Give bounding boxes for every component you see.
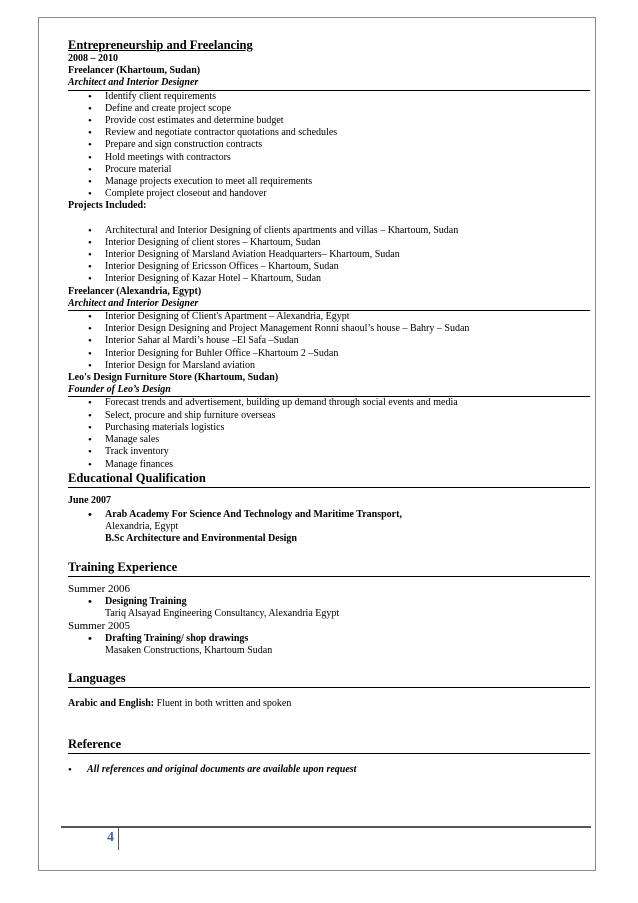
training-list (68, 596, 590, 608)
list-item: • Interior Sahar al Mardi’s house –El Safa –Sudan (68, 335, 590, 347)
languages-label: Arabic and English: (68, 698, 155, 710)
education-list (68, 509, 590, 521)
years: 2008 – 2010 (68, 53, 118, 64)
section-title-languages: Languages (68, 671, 590, 688)
list-item: • Interior Design for Marsland aviation (68, 360, 590, 372)
list-item: • Manage sales (68, 434, 590, 446)
languages-value: Fluent in both written and spoken (156, 698, 292, 710)
list-item: • Interior Designing of Marsland Aviation Headquarters– Khartoum, Sudan (68, 249, 590, 261)
list-item: • Select, procure and ship furniture overseas (68, 410, 590, 422)
list-item: • Define and create project scope (68, 103, 590, 115)
list-item: • Complete project closeout and handover (68, 188, 590, 200)
training-org: Tariq Alsayad Engineering Consultancy, Alexandria Egypt (105, 607, 340, 619)
training-org: Masaken Constructions, Khartoum Sudan (105, 645, 273, 657)
education-degree: B.Sc Architecture and Environmental Design (105, 533, 297, 545)
list-item: • Interior Designing of Client's Apartment – Alexandria, Egypt (68, 311, 590, 323)
role2-heading: Freelancer (Alexandria, Egypt) (68, 285, 202, 297)
list-item: • Manage finances (68, 459, 590, 471)
list-item: • Interior Design Designing and Project Management Ronni shaoul’s house – Bahry – Sudan (68, 323, 590, 335)
section-title-education: Educational Qualification (68, 471, 590, 488)
list-item: • Prepare and sign construction contracts (68, 139, 590, 151)
education-date: June 2007 (68, 494, 112, 506)
training-name: • Drafting Training/ shop drawings (68, 633, 590, 645)
projects-heading: Projects Included: (68, 200, 147, 212)
education-location: Alexandria, Egypt (105, 521, 179, 533)
projects-list (68, 225, 590, 286)
training-list (68, 633, 590, 645)
role3-position: Founder of Leo’s Design (68, 384, 590, 397)
list-item: • Provide cost estimates and determine budget (68, 115, 590, 127)
role2-position: Architect and Interior Designer (68, 298, 590, 311)
list-item: • Interior Designing of Ericsson Offices – Khartoum, Sudan (68, 261, 590, 273)
list-item: • Manage projects execution to meet all requirements (68, 176, 590, 188)
section-title-training: Training Experience (68, 560, 590, 577)
reference-item (68, 764, 590, 776)
list-item: • Interior Designing of client stores – Khartoum, Sudan (68, 237, 590, 249)
section-title-reference: Reference (68, 737, 590, 754)
list-item: • Interior Designing for Buhler Office –Khartoum 2 –Sudan (68, 348, 590, 360)
section-title-entrepreneurship: Entrepreneurship and Freelancing (68, 38, 253, 52)
footer-vertical-bar (118, 828, 119, 850)
list-item: • Identify client requirements (68, 91, 590, 103)
page-number: 4 (107, 830, 114, 845)
list-item: • Purchasing materials logistics (68, 422, 590, 434)
list-item: • Forecast trends and advertisement, building up demand through social events and media (68, 397, 590, 409)
languages-row (68, 698, 590, 710)
reference-text: All references and original documents are available upon request (87, 763, 357, 775)
list-item: • Procure material (68, 164, 590, 176)
document-page (38, 17, 596, 871)
role1-list (68, 91, 590, 201)
role1-heading: Freelancer (Khartoum, Sudan) (68, 65, 201, 77)
list-item: • Interior Designing of Kazar Hotel – Khartoum, Sudan (68, 273, 590, 285)
training-season: Summer 2006 (68, 582, 131, 595)
education-institution: • Arab Academy For Science And Technology and Maritime Transport, (68, 509, 590, 521)
list-item: • Review and negotiate contractor quotations and schedules (68, 127, 590, 139)
list-item: • Architectural and Interior Designing of clients apartments and villas – Khartoum, Sudan (68, 225, 590, 237)
footer-divider (61, 826, 591, 828)
role3-list (68, 397, 590, 470)
list-item: • Track inventory (68, 446, 590, 458)
list-item: • Hold meetings with contractors (68, 152, 590, 164)
bullet-icon: • (68, 763, 72, 776)
role1-position: Architect and Interior Designer (68, 77, 590, 90)
role3-heading: Leo's Design Furniture Store (Khartoum, Sudan) (68, 372, 279, 384)
page-content (68, 38, 590, 776)
training-season: Summer 2005 (68, 619, 131, 632)
training-name: • Designing Training (68, 596, 590, 608)
role2-list (68, 311, 590, 372)
